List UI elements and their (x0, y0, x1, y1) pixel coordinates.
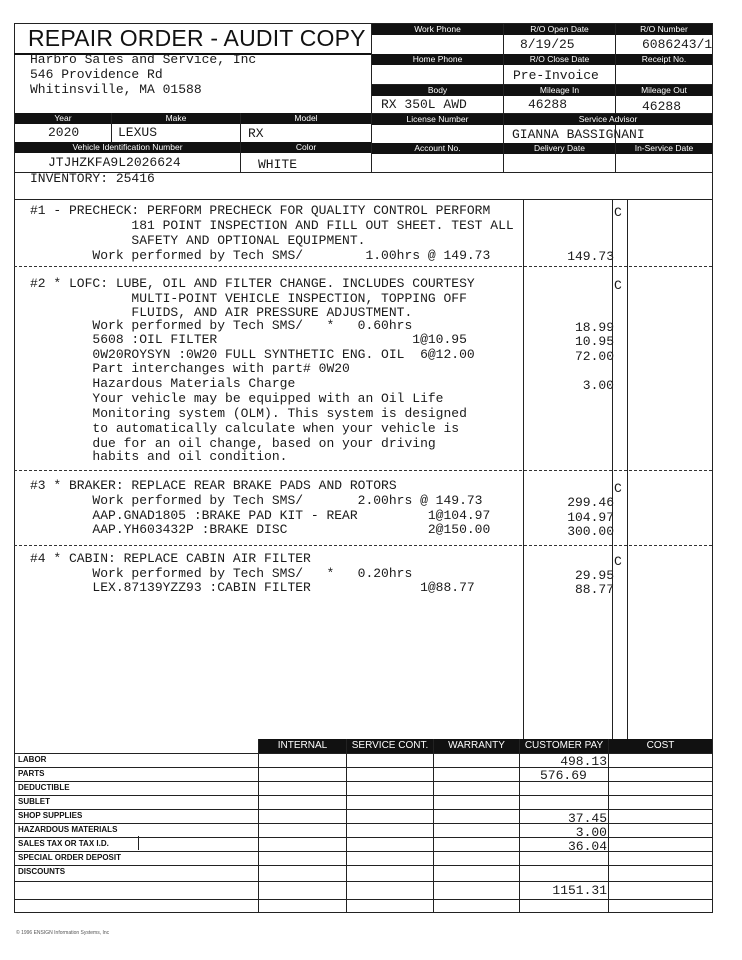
line-amount: 3.00 (582, 378, 614, 393)
line-text: 5608 :OIL FILTER 1@10.95 (30, 332, 467, 347)
totals-header-customer-pay: CUSTOMER PAY (520, 739, 608, 753)
ro-close-date: Pre-Invoice (513, 68, 599, 83)
vin: JTJHZKFA9L2026624 (48, 155, 181, 170)
line-text: Work performed by Tech SMS/ * 0.60hrs (30, 318, 413, 333)
model-label: Model (241, 113, 371, 124)
line-text: AAP.YH603432P :BRAKE DISC 2@150.00 (30, 522, 491, 537)
totals-label: DEDUCTIBLE (18, 783, 70, 792)
license-label: License Number (372, 114, 503, 125)
line-text: to automatically calculate when your vehicle is (30, 421, 460, 436)
body-value: RX 350L AWD (381, 97, 467, 112)
line-amount: 299.46 (567, 495, 614, 510)
service-advisor-label: Service Advisor (504, 114, 712, 125)
home-phone-label: Home Phone (372, 54, 503, 65)
totals-label: DISCOUNTS (18, 867, 66, 876)
copyright: © 1996 ENSIGN Information Systems, Inc (16, 930, 110, 936)
totals-header-service-cont: SERVICE CONT. (347, 739, 433, 753)
ro-number-label: R/O Number (616, 24, 712, 35)
line-amount: 300.00 (567, 524, 614, 539)
totals-header-cost: COST (609, 739, 712, 753)
line-text: #4 * CABIN: REPLACE CABIN AIR FILTER (30, 551, 311, 566)
line-text: due for an oil change, based on your driving (30, 436, 436, 451)
ro-number: 6086243/1 (642, 37, 713, 52)
dealer-name: Harbro Sales and Service, Inc (30, 52, 257, 67)
totals-label: LABOR (18, 755, 47, 764)
page-title: REPAIR ORDER - AUDIT COPY (28, 25, 366, 51)
delivery-date-label: Delivery Date (504, 143, 615, 154)
line-text: Your vehicle may be equipped with an Oil Life (30, 391, 444, 406)
vehicle-model: RX (248, 126, 264, 141)
totals-label: SHOP SUPPLIES (18, 811, 83, 820)
totals-label: HAZARDOUS MATERIALS (18, 825, 118, 834)
hazardous-total: 3.00 (575, 825, 607, 840)
line-amount: 104.97 (567, 510, 614, 525)
ro-close-label: R/O Close Date (504, 54, 615, 65)
vin-label: Vehicle Identification Number (15, 142, 240, 153)
account-label: Account No. (372, 143, 503, 154)
mileage-out: 46288 (642, 99, 682, 114)
line-text: MULTI-POINT VEHICLE INSPECTION, TOPPING OFF (30, 291, 467, 306)
line-text: Work performed by Tech SMS/ 2.00hrs @ 149.73 (30, 493, 483, 508)
color-label: Color (241, 142, 371, 153)
line-amount: 29.95 (574, 568, 614, 583)
receipt-label: Receipt No. (616, 54, 712, 65)
line-text: Work performed by Tech SMS/ * 0.20hrs (30, 566, 413, 581)
parts-total: 576.69 (540, 768, 587, 783)
dealer-city: Whitinsville, MA 01588 (30, 82, 202, 97)
labor-total: 498.13 (560, 754, 607, 769)
grand-total: 1151.31 (552, 883, 607, 898)
totals-header-warranty: WARRANTY (434, 739, 519, 753)
line-text: Part interchanges with part# 0W20 (30, 361, 350, 376)
mileage-out-label: Mileage Out (616, 85, 712, 96)
line-text: #1 - PRECHECK: PERFORM PRECHECK FOR QUALITY CONTROL PERFORM (30, 203, 491, 218)
line-text: habits and oil condition. (30, 449, 288, 464)
ro-open-label: R/O Open Date (504, 24, 615, 35)
line-amount: 72.00 (574, 349, 614, 364)
in-service-label: In-Service Date (616, 143, 712, 154)
body-label: Body (372, 85, 503, 96)
line-amount: 10.95 (574, 334, 614, 349)
line-amount: 149.73 (567, 249, 614, 264)
vehicle-year: 2020 (48, 125, 80, 140)
year-label: Year (15, 113, 111, 124)
line-text: #3 * BRAKER: REPLACE REAR BRAKE PADS AND ROTORS (30, 478, 397, 493)
dealer-address: 546 Providence Rd (30, 67, 163, 82)
line-text: 181 POINT INSPECTION AND FILL OUT SHEET. TEST ALL (30, 218, 514, 233)
line-code: C (614, 554, 622, 569)
line-text: AAP.GNAD1805 :BRAKE PAD KIT - REAR 1@104.97 (30, 508, 491, 523)
line-code: C (614, 205, 622, 220)
line-text: #2 * LOFC: LUBE, OIL AND FILTER CHANGE. INCLUDES COURTESY (30, 276, 475, 291)
totals-header-internal: INTERNAL (259, 739, 346, 753)
totals-label: PARTS (18, 769, 45, 778)
mileage-in-label: Mileage In (504, 85, 615, 96)
line-code: C (614, 481, 622, 496)
work-phone-label: Work Phone (372, 24, 503, 35)
line-text: LEX.87139YZZ93 :CABIN FILTER 1@88.77 (30, 580, 475, 595)
line-text: Hazardous Materials Charge (30, 376, 296, 391)
totals-label: SPECIAL ORDER DEPOSIT (18, 853, 121, 862)
shop-supplies-total: 37.45 (567, 811, 607, 826)
line-text: Work performed by Tech SMS/ 1.00hrs @ 149.73 (30, 248, 491, 263)
mileage-in: 46288 (528, 97, 568, 112)
service-advisor: GIANNA BASSIGNANI (512, 127, 645, 142)
totals-label: SUBLET (18, 797, 50, 806)
line-text: FLUIDS, AND AIR PRESSURE ADJUSTMENT. (30, 305, 413, 320)
vehicle-make: LEXUS (118, 125, 158, 140)
line-text: Monitoring system (OLM). This system is designed (30, 406, 467, 421)
sales-tax-total: 36.04 (567, 839, 607, 854)
ro-open-date: 8/19/25 (520, 37, 575, 52)
totals-label: SALES TAX OR TAX I.D. (18, 839, 109, 848)
line-amount: 88.77 (574, 582, 614, 597)
line-code: C (614, 278, 622, 293)
line-amount: 18.99 (574, 320, 614, 335)
line-text: SAFETY AND OPTIONAL EQUIPMENT. (30, 233, 366, 248)
vehicle-color: WHITE (258, 157, 298, 172)
inventory: INVENTORY: 25416 (30, 171, 155, 186)
make-label: Make (112, 113, 240, 124)
line-text: 0W20ROYSYN :0W20 FULL SYNTHETIC ENG. OIL 6@12.00 (30, 347, 475, 362)
